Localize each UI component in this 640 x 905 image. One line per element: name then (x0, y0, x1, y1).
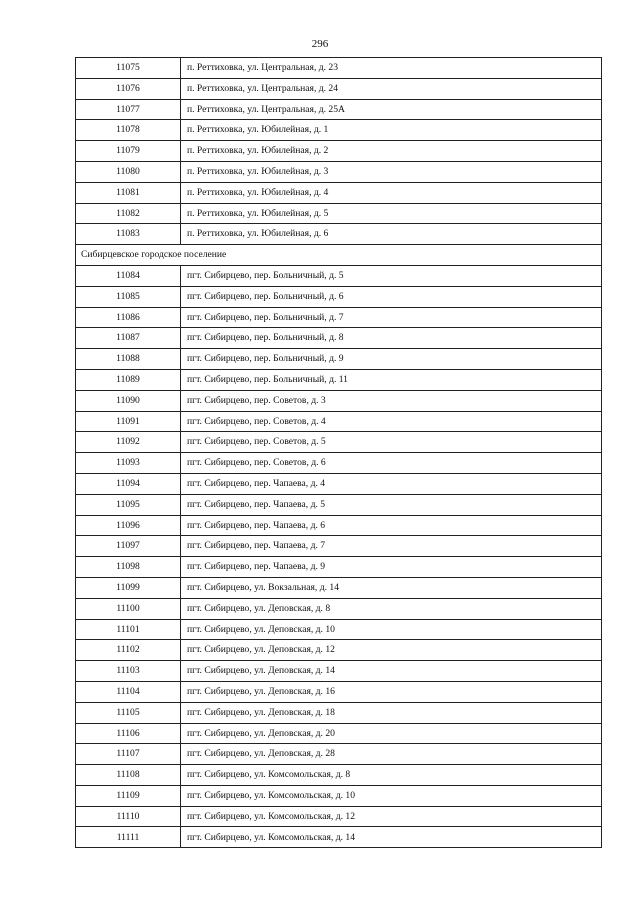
row-address: п. Реттиховка, ул. Юбилейная, д. 2 (181, 141, 602, 162)
row-address: пгт. Сибирцево, пер. Больничный, д. 7 (181, 307, 602, 328)
page-number: 296 (311, 38, 329, 50)
row-number: 11099 (76, 577, 181, 598)
table-row (76, 806, 602, 827)
table-row (76, 411, 602, 432)
row-number: 11093 (76, 453, 181, 474)
row-address: пгт. Сибирцево, пер. Чапаева, д. 9 (181, 557, 602, 578)
row-number: 11091 (76, 411, 181, 432)
row-address: пгт. Сибирцево, пер. Больничный, д. 6 (181, 286, 602, 307)
row-number: 11080 (76, 161, 181, 182)
table-row (76, 453, 602, 474)
row-number: 11108 (76, 765, 181, 786)
table-row (76, 141, 602, 162)
table-row (76, 369, 602, 390)
row-number: 11101 (76, 619, 181, 640)
table-row (76, 681, 602, 702)
table-body-part2 (76, 265, 602, 847)
row-number: 11095 (76, 494, 181, 515)
row-address: п. Реттиховка, ул. Центральная, д. 25А (181, 99, 602, 120)
row-address: п. Реттиховка, ул. Юбилейная, д. 1 (181, 120, 602, 141)
row-address: пгт. Сибирцево, ул. Деповская, д. 20 (181, 723, 602, 744)
row-address: пгт. Сибирцево, пер. Советов, д. 6 (181, 453, 602, 474)
row-address: пгт. Сибирцево, пер. Больничный, д. 5 (181, 265, 602, 286)
row-address: пгт. Сибирцево, ул. Деповская, д. 12 (181, 640, 602, 661)
row-number: 11085 (76, 286, 181, 307)
row-number: 11082 (76, 203, 181, 224)
row-address: пгт. Сибирцево, ул. Деповская, д. 14 (181, 661, 602, 682)
row-number: 11107 (76, 744, 181, 765)
row-address: п. Реттиховка, ул. Юбилейная, д. 4 (181, 182, 602, 203)
table-row (76, 473, 602, 494)
row-number: 11084 (76, 265, 181, 286)
row-address: пгт. Сибирцево, ул. Комсомольская, д. 8 (181, 765, 602, 786)
row-address: пгт. Сибирцево, ул. Комсомольская, д. 10 (181, 785, 602, 806)
table-row (76, 224, 602, 245)
section-header-row (76, 245, 602, 266)
row-number: 11078 (76, 120, 181, 141)
table-row (76, 598, 602, 619)
row-number: 11096 (76, 515, 181, 536)
row-number: 11094 (76, 473, 181, 494)
row-address: пгт. Сибирцево, пер. Больничный, д. 11 (181, 369, 602, 390)
row-number: 11098 (76, 557, 181, 578)
table-row (76, 328, 602, 349)
row-address: п. Реттиховка, ул. Юбилейная, д. 3 (181, 161, 602, 182)
row-address: пгт. Сибирцево, пер. Больничный, д. 8 (181, 328, 602, 349)
row-address: пгт. Сибирцево, пер. Советов, д. 3 (181, 390, 602, 411)
table-row (76, 203, 602, 224)
table-row (76, 723, 602, 744)
table-row (76, 494, 602, 515)
table-row (76, 99, 602, 120)
table-row (76, 619, 602, 640)
row-address: пгт. Сибирцево, ул. Деповская, д. 18 (181, 702, 602, 723)
row-address: п. Реттиховка, ул. Центральная, д. 23 (181, 58, 602, 79)
row-number: 11103 (76, 661, 181, 682)
row-number: 11086 (76, 307, 181, 328)
row-address: п. Реттиховка, ул. Центральная, д. 24 (181, 78, 602, 99)
row-number: 11106 (76, 723, 181, 744)
table-row (76, 432, 602, 453)
table-row (76, 307, 602, 328)
table-row (76, 702, 602, 723)
row-number: 11092 (76, 432, 181, 453)
table-body-part1 (76, 58, 602, 245)
row-number: 11083 (76, 224, 181, 245)
row-number: 11104 (76, 681, 181, 702)
row-address: пгт. Сибирцево, ул. Деповская, д. 10 (181, 619, 602, 640)
row-number: 11111 (76, 827, 181, 848)
row-address: пгт. Сибирцево, пер. Чапаева, д. 6 (181, 515, 602, 536)
row-number: 11088 (76, 349, 181, 370)
row-number: 11097 (76, 536, 181, 557)
row-number: 11081 (76, 182, 181, 203)
table-row (76, 78, 602, 99)
table-row (76, 265, 602, 286)
table-row (76, 515, 602, 536)
row-number: 11105 (76, 702, 181, 723)
row-number: 11100 (76, 598, 181, 619)
row-address: пгт. Сибирцево, пер. Чапаева, д. 7 (181, 536, 602, 557)
table-row (76, 161, 602, 182)
table-row (76, 661, 602, 682)
table-row (76, 765, 602, 786)
row-address: пгт. Сибирцево, пер. Чапаева, д. 4 (181, 473, 602, 494)
row-address: пгт. Сибирцево, ул. Вокзальная, д. 14 (181, 577, 602, 598)
table-row (76, 390, 602, 411)
row-number: 11079 (76, 141, 181, 162)
row-number: 11090 (76, 390, 181, 411)
address-table (75, 57, 602, 848)
row-number: 11110 (76, 806, 181, 827)
table-row (76, 536, 602, 557)
section-group (76, 245, 602, 266)
table-row (76, 744, 602, 765)
table-row (76, 785, 602, 806)
row-address: пгт. Сибирцево, ул. Деповская, д. 8 (181, 598, 602, 619)
row-number: 11109 (76, 785, 181, 806)
table-row (76, 577, 602, 598)
row-number: 11102 (76, 640, 181, 661)
row-address: пгт. Сибирцево, пер. Больничный, д. 9 (181, 349, 602, 370)
row-address: пгт. Сибирцево, пер. Советов, д. 4 (181, 411, 602, 432)
row-address: п. Реттиховка, ул. Юбилейная, д. 6 (181, 224, 602, 245)
table-row (76, 286, 602, 307)
section-title: Сибирцевское городское поселение (76, 245, 602, 266)
row-number: 11077 (76, 99, 181, 120)
table-row (76, 557, 602, 578)
row-number: 11075 (76, 58, 181, 79)
row-address: п. Реттиховка, ул. Юбилейная, д. 5 (181, 203, 602, 224)
table-row (76, 58, 602, 79)
table-row (76, 120, 602, 141)
table-row (76, 827, 602, 848)
row-address: пгт. Сибирцево, ул. Деповская, д. 28 (181, 744, 602, 765)
row-number: 11087 (76, 328, 181, 349)
row-address: пгт. Сибирцево, ул. Комсомольская, д. 14 (181, 827, 602, 848)
table-row (76, 640, 602, 661)
table-row (76, 182, 602, 203)
row-number: 11089 (76, 369, 181, 390)
table-row (76, 349, 602, 370)
row-address: пгт. Сибирцево, пер. Советов, д. 5 (181, 432, 602, 453)
row-address: пгт. Сибирцево, ул. Деповская, д. 16 (181, 681, 602, 702)
row-address: пгт. Сибирцево, пер. Чапаева, д. 5 (181, 494, 602, 515)
row-number: 11076 (76, 78, 181, 99)
row-address: пгт. Сибирцево, ул. Комсомольская, д. 12 (181, 806, 602, 827)
